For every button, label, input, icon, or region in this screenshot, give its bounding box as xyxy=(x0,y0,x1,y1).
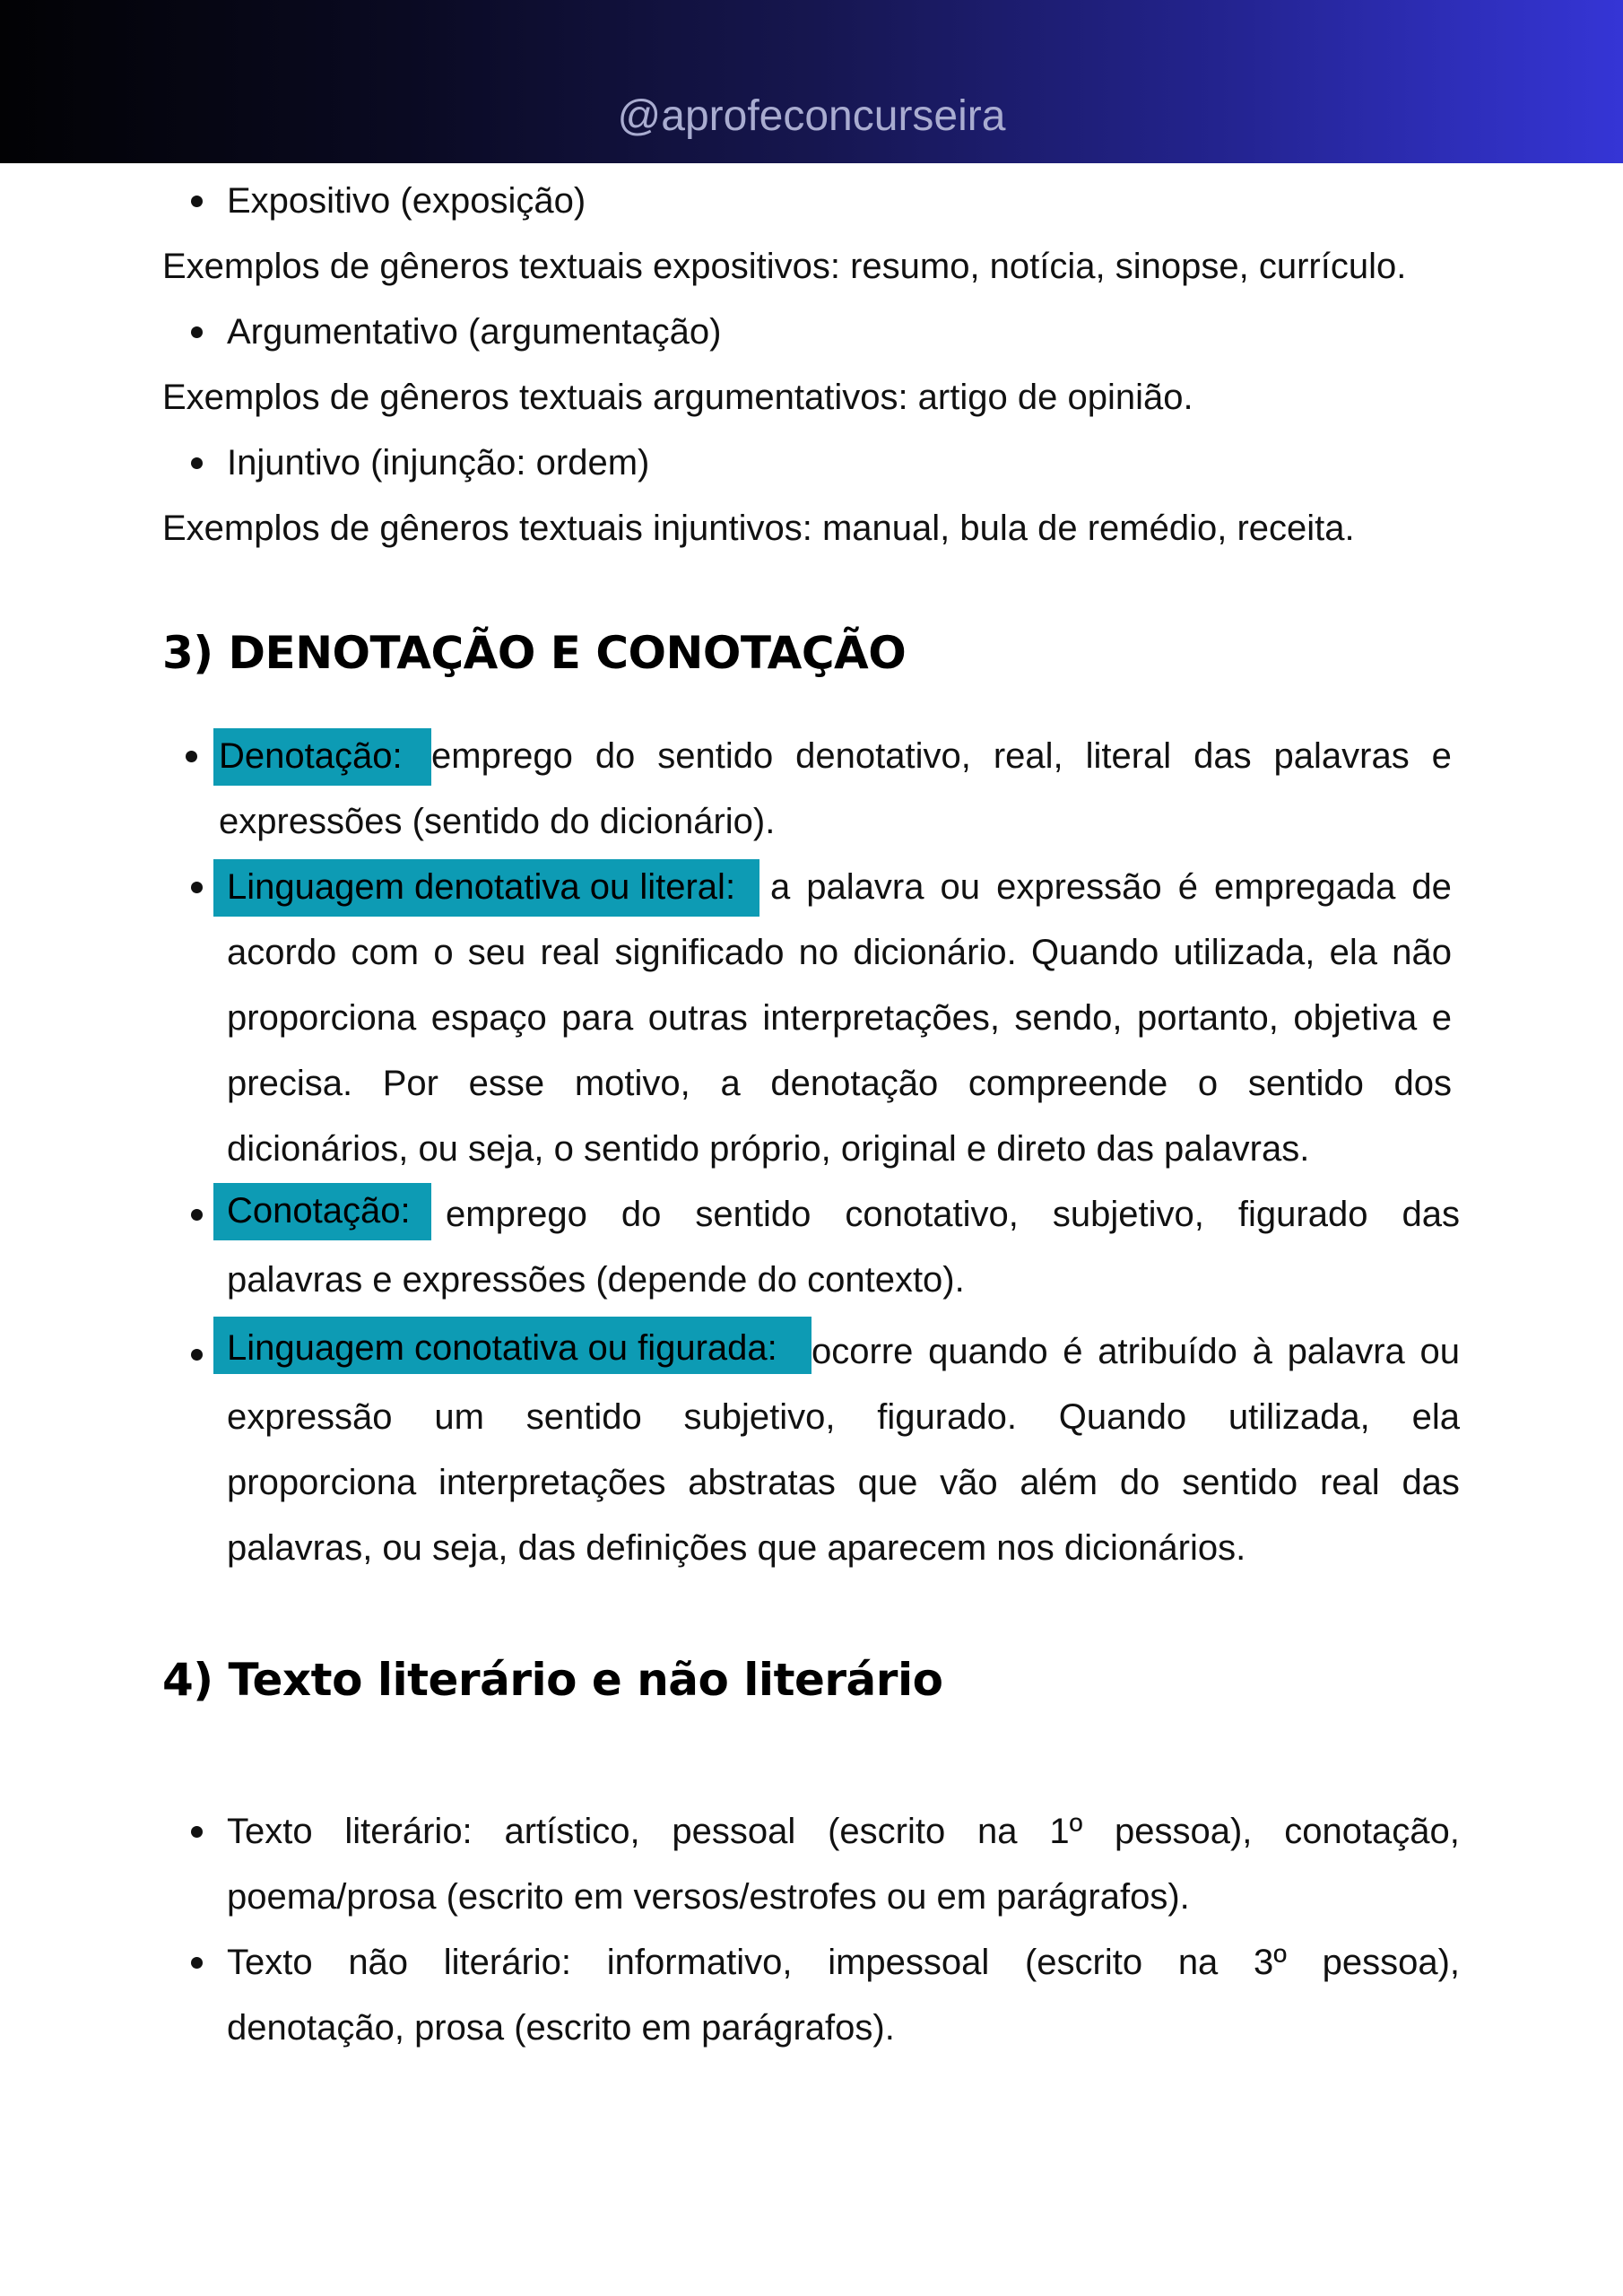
type-bullet-injuntivo: Injuntivo (injunção: ordem) xyxy=(227,443,650,483)
type-bullet-expositivo: Expositivo (exposição) xyxy=(227,181,586,221)
term-conotacao: Conotação: xyxy=(227,1191,411,1231)
bullet-icon xyxy=(191,1826,203,1838)
linguagem-conotativa-text-line-4: palavras, ou seja, das definições que aparecem nos dicionários. xyxy=(227,1528,1246,1568)
texto-nao-literario-line-1: Texto não literário: informativo, impessoal (escrito na 3º pessoa), xyxy=(227,1943,1460,1982)
linguagem-conotativa-text-line-1: ocorre quando é atribuído à palavra ou xyxy=(812,1332,1460,1371)
linguagem-denotativa-text-line-1: a palavra ou expressão é empregada de xyxy=(770,867,1452,907)
term-linguagem-denotativa: Linguagem denotativa ou literal: xyxy=(227,867,736,907)
texto-nao-literario-line-2: denotação, prosa (escrito em parágrafos). xyxy=(227,2008,895,2048)
texto-literario-line-2: poema/prosa (escrito em versos/estrofes ou em parágrafos). xyxy=(227,1877,1190,1917)
texto-literario-line-1: Texto literário: artístico, pessoal (escrito na 1º pessoa), conotação, xyxy=(227,1812,1460,1851)
bullet-icon xyxy=(191,1957,203,1969)
denotacao-text-line-1: emprego do sentido denotativo, real, literal das palavras e xyxy=(431,736,1452,776)
bullet-icon xyxy=(191,196,203,207)
bullet-icon xyxy=(191,1209,203,1221)
section-3-title: 3) DENOTAÇÃO E CONOTAÇÃO xyxy=(162,627,907,679)
denotacao-text-line-2: expressões (sentido do dicionário). xyxy=(219,802,776,841)
linguagem-denotativa-text-line-3: proporciona espaço para outras interpretações, sendo, portanto, objetiva e xyxy=(227,998,1452,1038)
conotacao-text-line-1: emprego do sentido conotativo, subjetivo, figurado das xyxy=(446,1195,1460,1234)
conotacao-text-line-2: palavras e expressões (depende do contexto). xyxy=(227,1260,965,1300)
term-linguagem-conotativa: Linguagem conotativa ou figurada: xyxy=(227,1328,777,1368)
type-examples-expositivo: Exemplos de gêneros textuais expositivos: resumo, notícia, sinopse, currículo. xyxy=(162,247,1407,286)
bullet-icon xyxy=(191,1349,203,1361)
bullet-icon xyxy=(186,751,197,762)
term-denotacao: Denotação: xyxy=(219,736,403,776)
linguagem-denotativa-text-line-2: acordo com o seu real significado no dicionário. Quando utilizada, ela não xyxy=(227,933,1452,972)
bullet-icon xyxy=(191,457,203,469)
linguagem-denotativa-text-line-5: dicionários, ou seja, o sentido próprio, original e direto das palavras. xyxy=(227,1129,1310,1169)
type-examples-injuntivo: Exemplos de gêneros textuais injuntivos: manual, bula de remédio, receita. xyxy=(162,509,1355,548)
linguagem-denotativa-text-line-4: precisa. Por esse motivo, a denotação compreende o sentido dos xyxy=(227,1064,1452,1103)
section-4-title: 4) Texto literário e não literário xyxy=(162,1654,943,1706)
type-bullet-argumentativo: Argumentativo (argumentação) xyxy=(227,312,722,352)
bullet-icon xyxy=(191,326,203,338)
type-examples-argumentativo: Exemplos de gêneros textuais argumentativos: artigo de opinião. xyxy=(162,378,1193,417)
linguagem-conotativa-text-line-2: expressão um sentido subjetivo, figurado. Quando utilizada, ela xyxy=(227,1397,1460,1437)
linguagem-conotativa-text-line-3: proporciona interpretações abstratas que vão além do sentido real das xyxy=(227,1463,1460,1502)
bullet-icon xyxy=(191,882,203,893)
instagram-handle: @aprofeconcurseira xyxy=(617,92,1006,140)
